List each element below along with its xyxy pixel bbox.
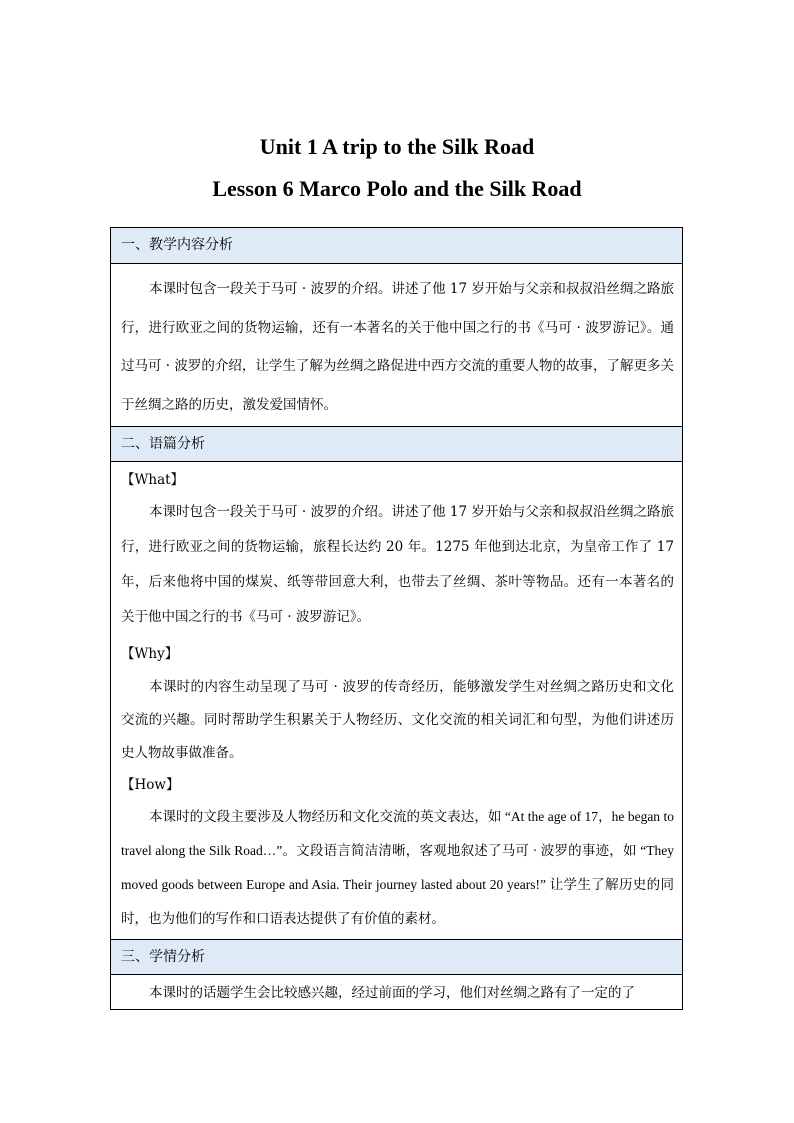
unit-title: Unit 1 A trip to the Silk Road [259, 134, 535, 159]
section-heading-learner-analysis: 三、学情分析 [111, 939, 682, 975]
why-label: 【Why】 [121, 646, 179, 662]
text-analysis-cell [111, 462, 682, 939]
lesson-analysis-table [110, 227, 683, 1010]
what-label: 【What】 [121, 472, 185, 488]
content-analysis-paragraph: 本课时包含一段关于马可 · 波罗的介绍。讲述了他 17 岁开始与父亲和叔叔沿丝绸之路旅行，进行欧亚之间的货物运输，还有一本著名的关于他中国之行的书《马可 · 波罗游记》。通过马可 · 波罗的介绍，让学生了解为丝绸之路促进中西方交流的重要人物的故事，了解更多关于丝绸之路的历史，激发爱国情怀。 [121, 281, 674, 413]
lesson-title: Lesson 6 Marco Polo and the Silk Road [212, 176, 582, 201]
learner-analysis-cell [111, 975, 682, 1007]
learner-analysis-paragraph: 本课时的话题学生会比较感兴趣，经过前面的学习，他们对丝绸之路有了一定的了 [149, 985, 635, 1001]
how-paragraph: 本课时的文段主要涉及人物经历和文化交流的英文表达，如 “At the age of 17，he began to travel along the Silk Road…”。文段语言简洁清晰，客观地叙述了马可 · 波罗的事迹，如 “They moved goods between Europe and Asia. Their journey lasted about 20 years!” 让学生了解历史的同时，也为他们的写作和口语表达提供了有价值的素材。 [121, 809, 674, 926]
content-analysis-cell [111, 264, 682, 426]
section-heading-content-analysis: 一、教学内容分析 [111, 228, 682, 264]
how-label: 【How】 [121, 777, 180, 793]
document-titles [0, 126, 794, 210]
section-heading-text-analysis: 二、语篇分析 [111, 426, 682, 462]
what-paragraph: 本课时包含一段关于马可 · 波罗的介绍。讲述了他 17 岁开始与父亲和叔叔沿丝绸之路旅行，进行欧亚之间的货物运输，旅程长达约 20 年。1275 年他到达北京，为皇帝工作了 17 年，后来他将中国的煤炭、纸等带回意大利，也带去了丝绸、茶叶等物品。还有一本著名的关于他中国之行的书《马可 · 波罗游记》。 [121, 504, 674, 625]
why-paragraph: 本课时的内容生动呈现了马可 · 波罗的传奇经历，能够激发学生对丝绸之路历史和文化交流的兴趣。同时帮助学生积累关于人物经历、文化交流的相关词汇和句型，为他们讲述历史人物故事做准备。 [121, 679, 674, 761]
